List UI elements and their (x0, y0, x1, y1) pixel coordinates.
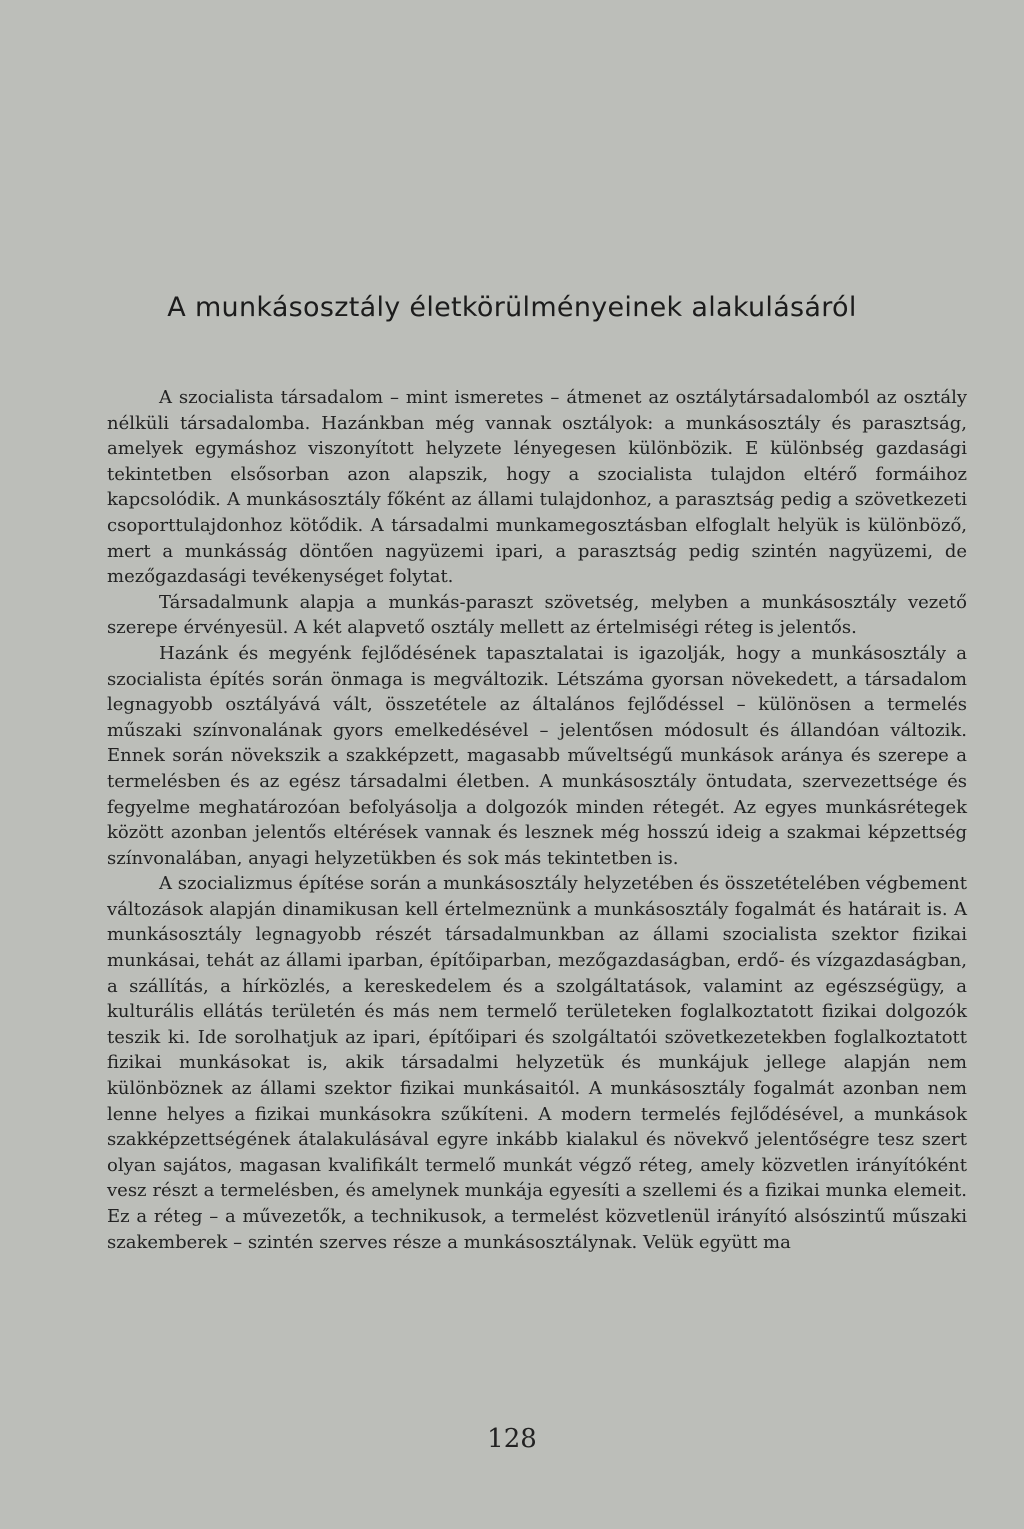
page-number: 128 (487, 1424, 537, 1454)
body-text (107, 385, 967, 1255)
paragraph-4: A szocializmus építése során a munkásosztály helyzetében és összetételében végbement változások alapján dinamikusan kell értelmeznünk a munkásosztály fogalmát és határait is. A munkásosztály legnagyobb részét társadalmunkban az állami szocialista szektor fizikai munkásai, tehát az állami iparban, építőiparban, mezőgazdaságban, erdő- és vízgazdaságban, a szállítás, a hírközlés, a kereskedelem és a szolgáltatások, valamint az egészségügy, a kulturális ellátás területén és más nem termelő területeken foglalkoztatott fizikai dolgozók teszik ki. Ide sorolhatjuk az ipari, építőipari és szolgáltatói szövetkezetekben foglalkoztatott fizikai munkásokat is, akik társadalmi helyzetük és munkájuk jellege alapján nem különböznek az állami szektor fizikai munkásaitól. A munkásosztály fogalmát azonban nem lenne helyes a fizikai munkásokra szűkíteni. A modern termelés fejlődésével, a munkások szakképzettségének átalakulásával egyre inkább kialakul és növekvő jelentőségre tesz szert olyan sajátos, magasan kvalifikált termelő munkát végző réteg, amely közvetlen irányítóként vesz részt a termelésben, és amelynek munkája egyesíti a szellemi és a fizikai munka elemeit. Ez a réteg – a művezetők, a technikusok, a termelést közvetlenül irányító alsószintű műszaki szakemberek – szintén szerves része a munkásosztálynak. Velük együtt ma (107, 873, 967, 1253)
page-title: A munkásosztály életkörülményeinek alakulásáról (167, 292, 857, 323)
paragraph-2: Társadalmunk alapja a munkás-paraszt szövetség, melyben a munkásosztály vezető szerepe érvényesül. A két alapvető osztály mellett az értelmiségi réteg is jelentős. (107, 591, 967, 639)
paragraph-1: A szocialista társadalom – mint ismeretes – átmenet az osztálytársadalomból az osztály nélküli társadalomba. Hazánkban még vannak osztályok: a munkásosztály és parasztság, amelyek egymáshoz viszonyított helyzete lényegesen különbözik. E különbség gazdasági tekintetben elsősorban azon alapszik, hogy a szocialista tulajdon eltérő formáihoz kapcsolódik. A munkásosztály főként az állami tulajdonhoz, a parasztság pedig a szövetkezeti csoporttulajdonhoz kötődik. A társadalmi munkamegosztásban elfoglalt helyük is különböző, mert a munkásság döntően nagyüzemi ipari, a parasztság pedig szintén nagyüzemi, de mezőgazdasági tevékenységet folytat. (107, 387, 967, 588)
paragraph-3: Hazánk és megyénk fejlődésének tapasztalatai is igazolják, hogy a munkásosztály a szocialista építés során önmaga is megváltozik. Létszáma gyorsan növekedett, a társadalom legnagyobb osztályává vált, összetétele az általános fejlődéssel – különösen a termelés műszaki színvonalának gyors emelkedésével – jelentősen módosult és állandóan változik. Ennek során növekszik a szakképzett, magasabb műveltségű munkások aránya és szerepe a termelésben és az egész társadalmi életben. A munkásosztály öntudata, szervezettsége és fegyelme meghatározóan befolyásolja a dolgozók minden rétegét. Az egyes munkásrétegek között azonban jelentős eltérések vannak és lesznek még hosszú ideig a szakmai képzettség színvonalában, anyagi helyzetükben és sok más tekintetben is. (107, 642, 967, 869)
